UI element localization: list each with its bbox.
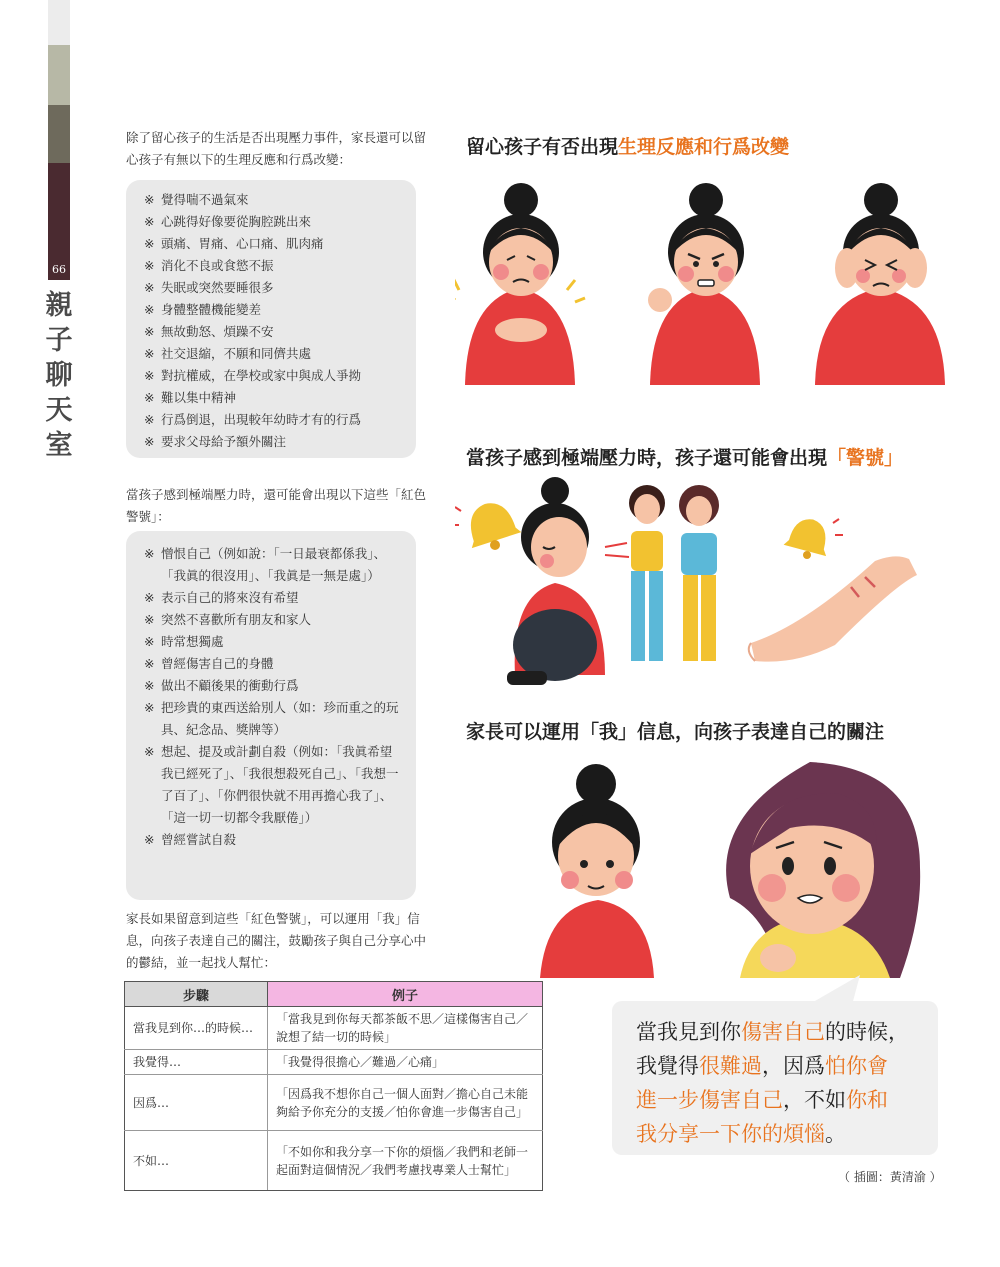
table-row bbox=[125, 1131, 543, 1191]
list-item: ※ 無故動怒、煩躁不安 bbox=[144, 321, 416, 343]
step-cell: 不如… bbox=[125, 1131, 268, 1191]
list-item: ※ 時常想獨處 bbox=[144, 631, 416, 653]
step-cell: 我覺得… bbox=[125, 1050, 268, 1075]
heading2-plain: 當孩子感到極端壓力時，孩子還可能會出現 bbox=[466, 447, 828, 469]
list-item: ※ 要求父母給予額外關注 bbox=[144, 431, 416, 453]
girl-sitting-alone-figure bbox=[507, 477, 629, 685]
heading-warning-signs bbox=[466, 443, 903, 470]
girls-gossiping-figure bbox=[629, 485, 719, 661]
heading1-plain: 留心孩子有否出現 bbox=[466, 136, 619, 158]
example-cell: 「我覺得很擔心／難過／心痛」 bbox=[268, 1050, 543, 1075]
sidebar-strip-sage bbox=[48, 45, 70, 105]
header-example: 例子 bbox=[268, 982, 543, 1007]
speech-l3-c: 你和 bbox=[846, 1088, 888, 1112]
sidebar-strip-maroon bbox=[48, 163, 70, 260]
speech-text bbox=[612, 1001, 938, 1155]
speech-l4-b: 。 bbox=[825, 1122, 846, 1146]
sidebar-strip-olive bbox=[48, 105, 70, 163]
page-number: 66 bbox=[48, 260, 70, 280]
parent-child-illustration bbox=[540, 758, 940, 978]
girl-angry-figure bbox=[648, 183, 760, 385]
reactions-box bbox=[126, 180, 416, 458]
header-step: 步驟 bbox=[125, 982, 268, 1007]
speech-line-2 bbox=[636, 1049, 938, 1083]
speech-l4-a: 我分享一下你的煩惱 bbox=[636, 1122, 825, 1146]
warnings-box bbox=[126, 531, 416, 900]
list-item: ※ 曾經傷害自己的身體 bbox=[144, 653, 416, 675]
example-cell: 「因爲我不想你自己一個人面對／擔心自己未能夠給予你充分的支援／怕你會進一步傷害自己」 bbox=[268, 1075, 543, 1131]
speech-l3-b: ，不如 bbox=[783, 1088, 846, 1112]
table-row bbox=[125, 1007, 543, 1050]
girl-chest-pain-figure bbox=[455, 183, 585, 385]
bell-icon bbox=[784, 514, 843, 559]
intro-paragraph-3: 家長如果留意到這些「紅色警號」，可以運用「我」信息，向孩子表達自己的關注，鼓勵孩子與自己分享心中的鬱結，並一起找人幫忙： bbox=[126, 911, 427, 970]
heading-i-message: 家長可以運用「我」信息，向孩子表達自己的關注 bbox=[466, 721, 885, 743]
speech-l1-b: 傷害自己 bbox=[741, 1020, 825, 1044]
speech-line-3 bbox=[636, 1083, 938, 1117]
step-cell: 當我見到你…的時候… bbox=[125, 1007, 268, 1050]
list-item: ※ 失眠或突然要睡很多 bbox=[144, 277, 416, 299]
example-cell: 「不如你和我分享一下你的煩惱／我們和老師一起面對這個情況／我們考慮找專業人士幫忙」 bbox=[268, 1131, 543, 1191]
list-item: ※ 表示自己的將來沒有希望 bbox=[144, 587, 416, 609]
stressed-girls-illustration bbox=[455, 170, 945, 390]
table-row bbox=[125, 1050, 543, 1075]
injured-arm-figure bbox=[749, 556, 917, 661]
speech-l2-b: 很難過 bbox=[699, 1054, 762, 1078]
speech-l2-c: ，因爲 bbox=[762, 1054, 825, 1078]
speech-line-4 bbox=[636, 1117, 938, 1151]
step-cell: 因爲… bbox=[125, 1075, 268, 1131]
list-item: ※ 曾經嘗試自殺 bbox=[144, 829, 416, 851]
list-item: ※ 身體整體機能變差 bbox=[144, 299, 416, 321]
heading-physical-reactions bbox=[466, 132, 789, 159]
steps-table bbox=[124, 981, 543, 1191]
heading1-highlight: 生理反應和行爲改變 bbox=[618, 136, 790, 158]
bell-icon bbox=[455, 496, 521, 550]
mother-figure bbox=[726, 762, 920, 978]
list-item: ※ 社交退縮，不願和同儕共處 bbox=[144, 343, 416, 365]
list-item: ※ 難以集中精神 bbox=[144, 387, 416, 409]
speech-l1-a: 當我見到你 bbox=[636, 1020, 741, 1044]
list-item: ※ 消化不良或食慾不振 bbox=[144, 255, 416, 277]
speech-l3-a: 進一步傷害自己 bbox=[636, 1088, 783, 1112]
sidebar-strip-light bbox=[48, 0, 70, 45]
list-item: ※ 憎恨自己（例如說：「一日最衰都係我」、「我眞的很沒用」、「我眞是一無是處」） bbox=[144, 543, 416, 587]
speech-l2-d: 怕你會 bbox=[825, 1054, 888, 1078]
column-title: 親子聊天室 bbox=[45, 290, 73, 461]
warning-signs-illustration bbox=[455, 475, 945, 695]
list-item: ※ 頭痛、胃痛、心口痛、肌肉痛 bbox=[144, 233, 416, 255]
list-item: ※ 做出不顧後果的衝動行爲 bbox=[144, 675, 416, 697]
table-header-row bbox=[125, 982, 543, 1007]
list-item: ※ 行爲倒退，出現較年幼時才有的行爲 bbox=[144, 409, 416, 431]
list-item: ※ 心跳得好像要從胸腔跳出來 bbox=[144, 211, 416, 233]
speech-l1-c: 的時候， bbox=[825, 1020, 909, 1044]
list-item: ※ 覺得喘不過氣來 bbox=[144, 189, 416, 211]
speech-line-1 bbox=[636, 1015, 938, 1049]
warnings-list bbox=[144, 543, 416, 851]
example-cell: 「當我見到你每天都茶飯不思／這樣傷害自己／說想了結一切的時候」 bbox=[268, 1007, 543, 1050]
speech-bubble bbox=[612, 975, 938, 1155]
intro-paragraph-2: 當孩子感到極端壓力時，還可能會出現以下這些「紅色警號」： bbox=[126, 487, 427, 524]
heading2-highlight: 「警號」 bbox=[827, 447, 904, 469]
reactions-list bbox=[144, 189, 416, 453]
girl-listening-figure bbox=[540, 764, 654, 978]
speech-l2-a: 我覺得 bbox=[636, 1054, 699, 1078]
list-item: ※ 突然不喜歡所有朋友和家人 bbox=[144, 609, 416, 631]
intro-paragraph-1: 除了留心孩子的生活是否出現壓力事件，家長還可以留心孩子有無以下的生理反應和行爲改變： bbox=[126, 130, 427, 167]
list-item: ※ 對抗權威，在學校或家中與成人爭拗 bbox=[144, 365, 416, 387]
girl-covering-ears-figure bbox=[815, 183, 945, 385]
table-row bbox=[125, 1075, 543, 1131]
list-item: ※ 把珍貴的東西送給別人（如：珍而重之的玩具、紀念品、獎牌等） bbox=[144, 697, 416, 741]
list-item: ※ 想起、提及或計劃自殺（例如：「我眞希望我已經死了」、「我很想殺死自己」、「我想一了百了」、「你們很快就不用再擔心我了」、「這一切一切都令我厭倦」） bbox=[144, 741, 416, 829]
illustration-credit: （ 插圖：黃清渝 ） bbox=[838, 1170, 942, 1184]
